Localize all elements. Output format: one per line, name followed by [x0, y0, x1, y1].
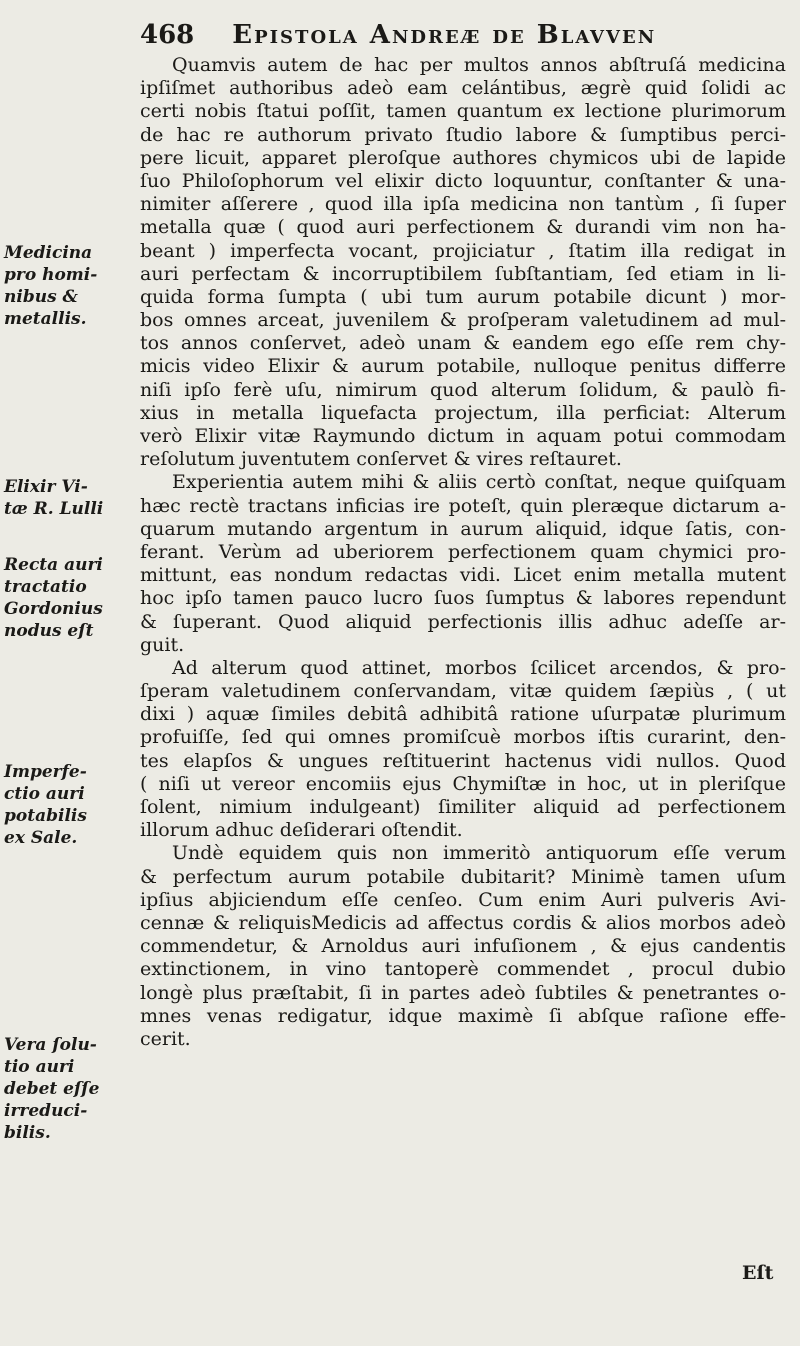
margin-note-recta-auri: Recta auri tractatio Gordonius nodus eſt — [4, 555, 103, 641]
text-line: ipſiſmet authoribus adeò eam celántibus, ægrè quid ſolidi ac — [140, 77, 786, 100]
text-line: commendetur, & Arnoldus auri infuſionem , & ejus candentis — [140, 935, 786, 958]
text-line: Experientia autem mihi & aliis certò conſtat, neque quiſquam — [172, 471, 786, 494]
text-line: & perfectum aurum potabile dubitarit? Minimè tamen uſum — [140, 865, 786, 888]
text-line: mnes venas redigatur, idque maximè ſi abſque raſione effe- — [140, 1004, 786, 1027]
page-number: 468 — [140, 20, 195, 50]
text-line: Undè equidem quis non immeritò antiquorum eſſe verum — [172, 842, 786, 865]
text-line: ferant. Verùm ad uberiorem perfectionem quam chymici pro- — [140, 540, 786, 563]
text-line: micis video Elixir & aurum potabile, nulloque penitus differre — [140, 355, 786, 378]
text-line: ( niſi ut vereor encomiis ejus Chymiſtæ in hoc, ut in pleriſque — [140, 772, 786, 795]
text-line: Quamvis autem de hac per multos annos abſtruſá medicina — [172, 54, 786, 76]
body-text — [140, 54, 786, 1051]
text-line: de hac re authorum privato ſtudio labore & ſumptibus perci- — [140, 123, 786, 146]
text-line: pere licuit, apparet pleroſque authores chymicos ubi de lapide — [140, 146, 786, 169]
text-line: cennæ & reliquisMedicis ad affectus cordis & alios morbos adeò — [140, 911, 786, 934]
margin-note-elixir: Elixir Vi- tæ R. Lulli — [4, 477, 104, 519]
text-line: & ſuperant. Quod aliquid perfectionis illis adhuc adeſſe ar- — [140, 610, 786, 633]
margin-note-medicina: Medicina pro homi- nibus & metallis. — [4, 243, 98, 329]
text-line: verò Elixir vitæ Raymundo dictum in aquam potui commodam — [140, 425, 786, 447]
text-line: beant ) imperfecta vocant, projiciatur , ſtatim illa redigat in — [140, 239, 786, 262]
text-line: extinctionem, in vino tantoperè commendet , procul dubio — [140, 958, 786, 981]
text-line: nimiter aſſerere , quod illa ipſa medicina non tantùm , ſi ſuper — [140, 193, 786, 216]
text-line: tos annos conſervet, adeò unam & eandem ego eſſe rem chy- — [140, 332, 786, 355]
text-line: guit. — [140, 633, 185, 656]
text-line: metalla quæ ( quod auri perfectionem & durandi vim non ha- — [140, 216, 786, 239]
text-line: hoc ipſo tamen pauco lucro ſuos ſumptus & labores rependunt — [140, 587, 786, 610]
text-line: niſi ipſo ferè uſu, nimirum quod alterum ſolidum, & paulò fi- — [140, 378, 786, 401]
text-line: quarum mutando argentum in aurum aliquid, idque ſatis, con- — [140, 517, 786, 540]
text-line: hæc rectè tractans inficias ire poteſt, quin pleræque dictarum a- — [140, 494, 786, 517]
text-line: ſolent, nimium indulgeant) ſimiliter aliquid ad perfectionem — [140, 796, 786, 818]
page-header — [140, 20, 780, 54]
catchword: Eſt — [742, 1262, 774, 1284]
text-line: Ad alterum quod attinet, morbos ſcilicet arcendos, & pro- — [172, 656, 786, 679]
running-title: Epistola Andreæ de Blavven — [232, 20, 657, 50]
text-line: tes elapſos & ungues reſtituerint hactenus vidi nullos. Quod — [140, 749, 786, 772]
text-line: illorum adhuc deſiderari oſtendit. — [140, 819, 463, 842]
text-line: longè plus præſtabit, ſi in partes adeò ſubtiles & penetrantes o- — [140, 981, 786, 1004]
text-line: reſolutum juventutem conſervet & vires reſtauret. — [140, 448, 622, 471]
text-line: mittunt, eas nondum redactas vidi. Licet enim metalla mutent — [140, 564, 786, 587]
text-line: ſperam valetudinem conſervandam, vitæ quidem ſæpiùs , ( ut — [140, 680, 786, 703]
text-line: cerit. — [140, 1027, 191, 1050]
text-line: quida forma ſumpta ( ubi tum aurum potabile dicunt ) mor- — [140, 285, 786, 308]
text-line: xius in metalla liquefacta projectum, illa perficiat: Alterum — [140, 401, 786, 424]
text-line: bos omnes arceat, juvenilem & proſperam valetudinem ad mul- — [140, 309, 786, 332]
text-line: auri perfectam & incorruptibilem ſubſtantiam, ſed etiam in li- — [140, 262, 786, 285]
text-line: ſuo Philoſophorum vel elixir dicto loquuntur, conſtanter & una- — [140, 169, 786, 192]
text-line: dixi ) aquæ ſimiles debitâ adhibitâ ratione uſurpatæ plurimum — [140, 703, 786, 726]
margin-note-vera-solutio: Vera ſolu- tio auri debet eſſe irreduci- bilis. — [4, 1035, 100, 1143]
text-line: profuiſſe, ſed qui omnes promiſcuè morbos iſtis curarint, den- — [140, 726, 786, 749]
text-line: ipſius abjiciendum eſſe cenſeo. Cum enim Auri pulveris Avi- — [140, 888, 786, 911]
margin-note-imperfectio: Imperfe- ctio auri potabilis ex Sale. — [4, 762, 87, 848]
text-line: certi nobis ſtatui poſſit, tamen quantum ex lectione plurimorum — [140, 100, 786, 123]
